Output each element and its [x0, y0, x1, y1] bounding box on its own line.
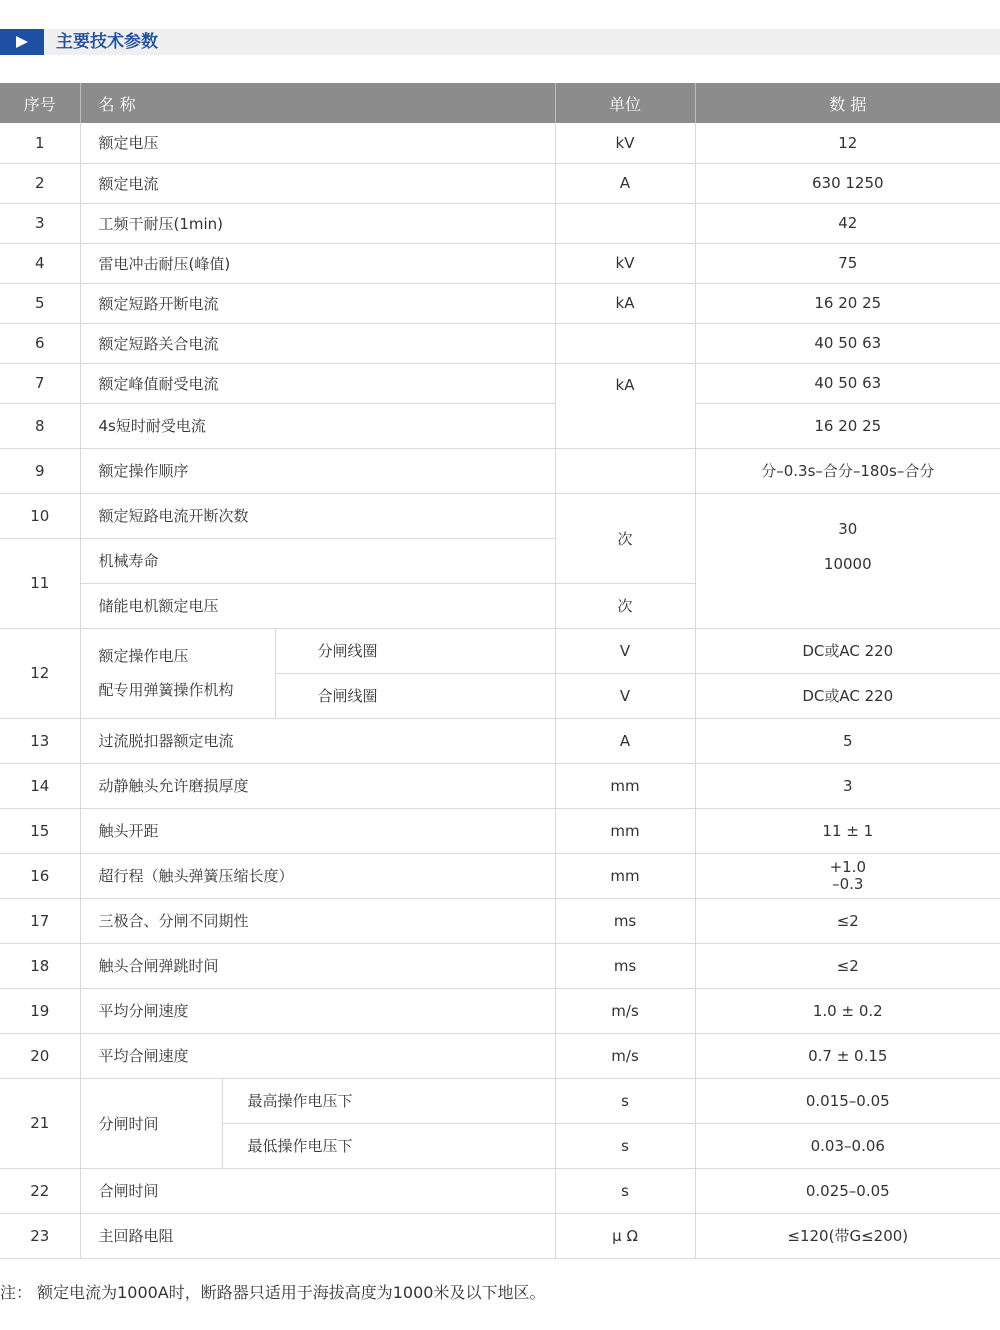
row-name: 4s短时耐受电流	[80, 403, 555, 448]
table-row	[0, 323, 1000, 363]
row-data: ≤120(带G≤200)	[695, 1213, 1000, 1258]
table-row	[0, 628, 1000, 673]
row-data: 630 1250	[695, 163, 1000, 203]
row-no: 4	[0, 243, 80, 283]
row-unit: μ Ω	[555, 1213, 695, 1258]
table-row	[0, 1213, 1000, 1258]
section-title-bar	[0, 29, 1000, 55]
row-data: DC或AC 220	[695, 673, 1000, 718]
table-row	[0, 718, 1000, 763]
row-no: 22	[0, 1168, 80, 1213]
row-no: 1	[0, 123, 80, 163]
table-row	[0, 1168, 1000, 1213]
row-data: 3	[695, 763, 1000, 808]
row-subname: 最高操作电压下	[222, 1078, 555, 1123]
row-data: 10000	[695, 538, 1000, 628]
header-no: 序号	[0, 83, 80, 123]
table-row	[0, 363, 1000, 403]
row-no: 14	[0, 763, 80, 808]
row-no: 21	[0, 1078, 80, 1168]
table-row	[0, 898, 1000, 943]
row-name: 雷电冲击耐压(峰值)	[80, 243, 555, 283]
row-name: 动静触头允许磨损厚度	[80, 763, 555, 808]
row-data: 11 ± 1	[695, 808, 1000, 853]
row-no: 16	[0, 853, 80, 898]
row-data: 16 20 25	[695, 283, 1000, 323]
row-name: 额定峰值耐受电流	[80, 363, 555, 403]
row-no: 2	[0, 163, 80, 203]
row-no: 10	[0, 493, 80, 538]
row-unit: mm	[555, 853, 695, 898]
header-name: 名 称	[80, 83, 555, 123]
table-row	[0, 163, 1000, 203]
row-data: 5	[695, 718, 1000, 763]
row-unit: V	[555, 628, 695, 673]
section-title: 主要技术参数	[56, 32, 158, 52]
row-subname: 分闸线圈	[275, 628, 555, 673]
row-data: 16 20 25	[695, 403, 1000, 448]
header-data: 数 据	[695, 83, 1000, 123]
table-row	[0, 283, 1000, 323]
row-name: 平均分闸速度	[80, 988, 555, 1033]
row-name: 分闸时间	[80, 1078, 222, 1168]
row-name: 触头合闸弹跳时间	[80, 943, 555, 988]
row-name: 三极合、分闸不同期性	[80, 898, 555, 943]
row-data: 1.0 ± 0.2	[695, 988, 1000, 1033]
row-unit: m/s	[555, 1033, 695, 1078]
row-no: 19	[0, 988, 80, 1033]
row-no: 18	[0, 943, 80, 988]
row-unit: m/s	[555, 988, 695, 1033]
row-unit: kA	[555, 283, 695, 323]
row-name: 触头开距	[80, 808, 555, 853]
table-row	[0, 808, 1000, 853]
tech-params-table	[0, 83, 1000, 1259]
row-data: 42	[695, 203, 1000, 243]
row-data: ≤2	[695, 943, 1000, 988]
row-no: 12	[0, 628, 80, 718]
row-unit: ms	[555, 943, 695, 988]
row-subname: 合闸线圈	[275, 673, 555, 718]
row-data: ≤2	[695, 898, 1000, 943]
row-no: 23	[0, 1213, 80, 1258]
row-data: 0.025–0.05	[695, 1168, 1000, 1213]
row-unit: s	[555, 1123, 695, 1168]
row-unit	[555, 323, 695, 363]
row-unit: kV	[555, 123, 695, 163]
row-no: 17	[0, 898, 80, 943]
table-row	[0, 763, 1000, 808]
row-no: 13	[0, 718, 80, 763]
row-subname: 最低操作电压下	[222, 1123, 555, 1168]
row-name: 过流脱扣器额定电流	[80, 718, 555, 763]
header-unit: 单位	[555, 83, 695, 123]
row-unit	[555, 448, 695, 493]
table-row	[0, 853, 1000, 898]
table-header-row	[0, 83, 1000, 123]
table-row	[0, 243, 1000, 283]
row-unit: 次	[555, 493, 695, 583]
row-name: 额定短路电流开断次数	[80, 493, 555, 538]
play-arrow-icon	[0, 29, 44, 55]
table-row	[0, 123, 1000, 163]
row-unit	[555, 203, 695, 243]
row-unit: A	[555, 718, 695, 763]
row-name-line1: 额定操作电压	[98, 647, 189, 665]
row-data: 30	[695, 493, 1000, 538]
row-unit: A	[555, 163, 695, 203]
row-name: 额定操作顺序	[80, 448, 555, 493]
row-name-line2: 配专用弹簧操作机构	[98, 681, 234, 699]
row-data: 12	[695, 123, 1000, 163]
row-unit: kA	[555, 363, 695, 448]
row-data: 0.03–0.06	[695, 1123, 1000, 1168]
row-no: 7	[0, 363, 80, 403]
table-row	[0, 448, 1000, 493]
row-name: 额定电流	[80, 163, 555, 203]
table-row	[0, 1033, 1000, 1078]
row-unit: s	[555, 1078, 695, 1123]
row-no: 15	[0, 808, 80, 853]
row-name: 合闸时间	[80, 1168, 555, 1213]
row-data: 0.7 ± 0.15	[695, 1033, 1000, 1078]
row-data	[695, 853, 1000, 898]
row-no: 6	[0, 323, 80, 363]
row-unit: mm	[555, 763, 695, 808]
table-row	[0, 943, 1000, 988]
row-name: 工频干耐压(1min)	[80, 203, 555, 243]
row-unit: ms	[555, 898, 695, 943]
footnote: 注： 额定电流为1000A时，断路器只适用于海拔高度为1000米及以下地区。	[0, 1283, 546, 1302]
row-no: 8	[0, 403, 80, 448]
row-data: 40 50 63	[695, 363, 1000, 403]
data-lower-tolerance: –0.3	[832, 874, 864, 893]
table-row	[0, 203, 1000, 243]
row-name: 主回路电阻	[80, 1213, 555, 1258]
row-unit: mm	[555, 808, 695, 853]
row-no: 5	[0, 283, 80, 323]
table-row	[0, 493, 1000, 538]
row-unit: V	[555, 673, 695, 718]
row-data: 0.015–0.05	[695, 1078, 1000, 1123]
row-no: 3	[0, 203, 80, 243]
table-row	[0, 1078, 1000, 1123]
row-unit: 次	[555, 583, 695, 628]
row-no: 11	[0, 538, 80, 628]
row-no: 20	[0, 1033, 80, 1078]
row-data: DC或AC 220	[695, 628, 1000, 673]
row-no: 9	[0, 448, 80, 493]
row-name: 额定短路开断电流	[80, 283, 555, 323]
row-unit: kV	[555, 243, 695, 283]
row-unit: s	[555, 1168, 695, 1213]
row-data: 分–0.3s–合分–180s–合分	[695, 448, 1000, 493]
table-row	[0, 988, 1000, 1033]
table-row	[0, 403, 1000, 448]
row-name: 额定电压	[80, 123, 555, 163]
row-name	[80, 628, 275, 718]
table-row	[0, 538, 1000, 583]
row-name: 储能电机额定电压	[80, 583, 555, 628]
row-data: 40 50 63	[695, 323, 1000, 363]
row-name: 平均合闸速度	[80, 1033, 555, 1078]
row-name: 超行程（触头弹簧压缩长度）	[80, 853, 555, 898]
row-name: 机械寿命	[80, 538, 555, 583]
data-upper-tolerance: +1.0	[829, 857, 866, 876]
row-data: 75	[695, 243, 1000, 283]
row-name: 额定短路关合电流	[80, 323, 555, 363]
